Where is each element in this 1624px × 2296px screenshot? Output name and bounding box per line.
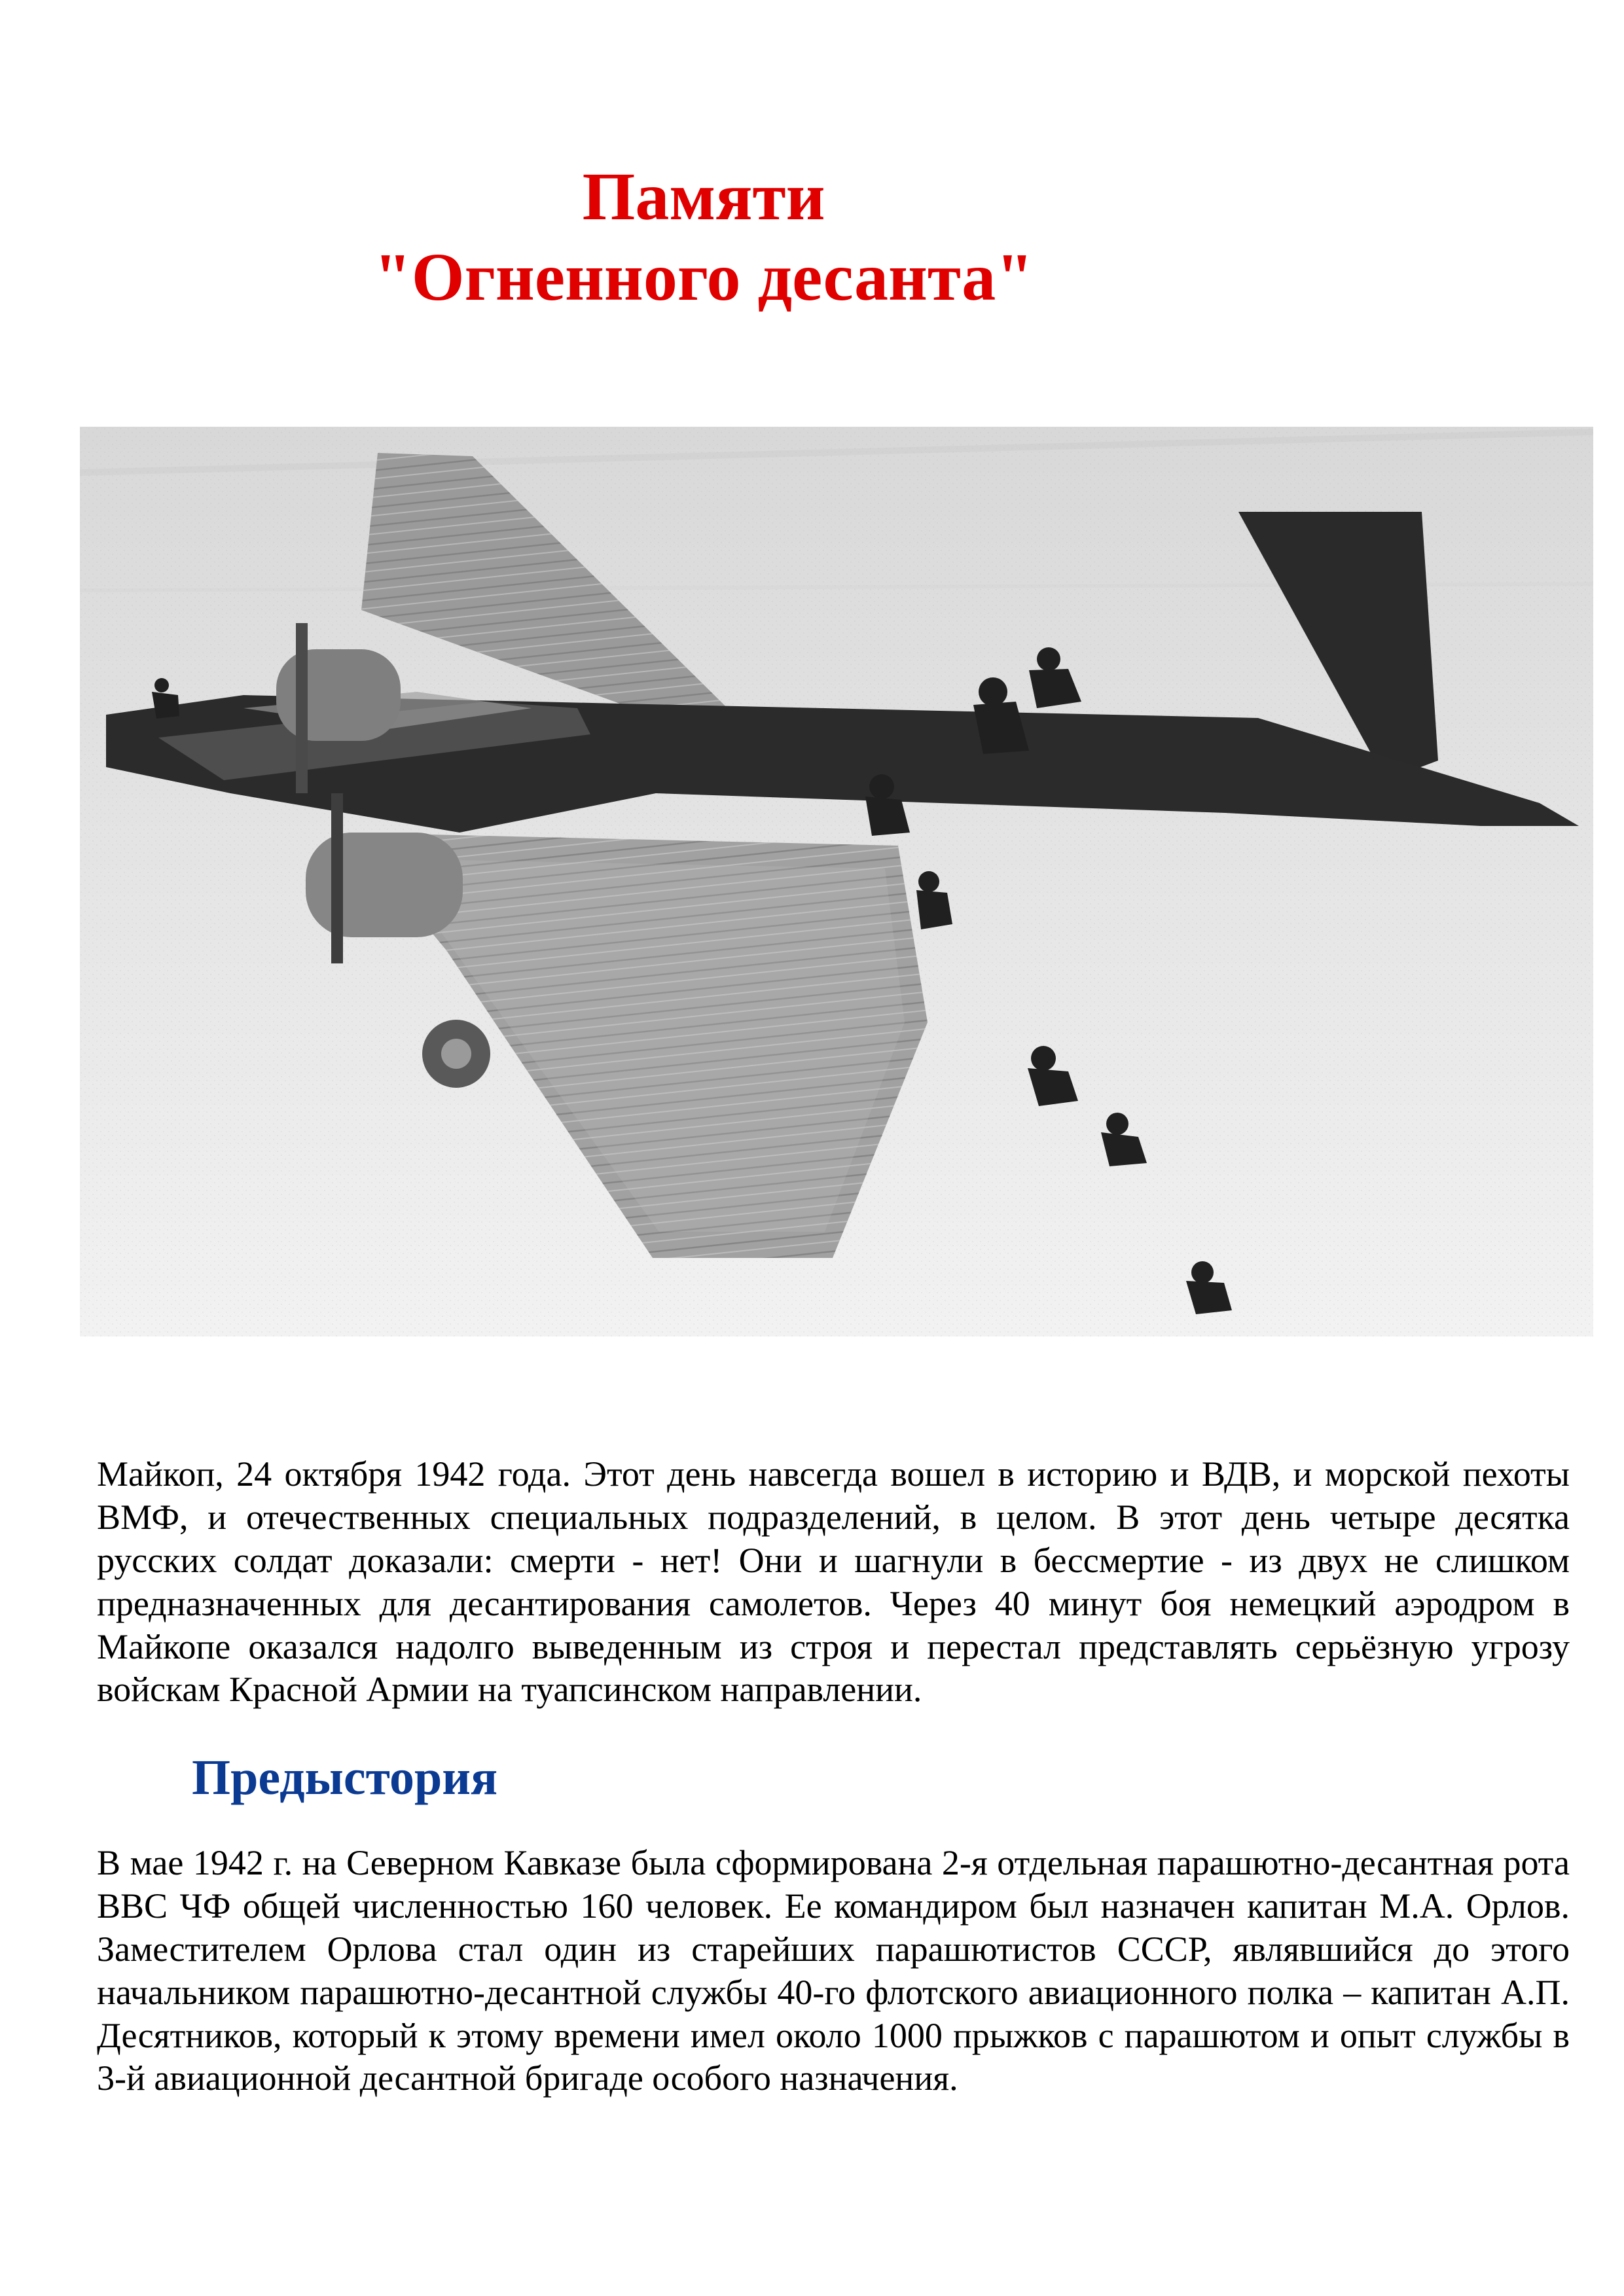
section-heading-prehistory: Предыстория — [192, 1750, 498, 1806]
paratroopers-aircraft-photo — [80, 427, 1593, 1336]
page-title — [0, 157, 1407, 317]
aircraft-image — [80, 427, 1593, 1336]
title-line-2: "Огненного десанта" — [374, 239, 1034, 315]
history-paragraph: В мае 1942 г. на Северном Кавказе была сформирована 2-я отдельная парашютно-десантная рота ВВС ЧФ общей численностью 160 человек. Ее командиром был назначен капитан М.А. Орлов. Заместителем Орлова стал один из старейших парашютистов СССР, являвшийся до этого начальником парашютно-десантной службы 40-го флотского авиационного полка – капитан А.П. Десятников, который к этому времени имел около 1000 прыжков с парашютом и опыт службы в 3-й авиационной десантной бригаде особого назначения. — [97, 1843, 1570, 2098]
intro-paragraph: Майкоп, 24 октября 1942 года. Этот день навсегда вошел в историю и ВДВ, и морской пехоты ВМФ, и отечественных специальных подразделений, в целом. В этот день четыре десятка русских солдат доказали: смерти - нет! Они и шагнули в бессмертие - из двух не слишком предназначенных для десантирования самолетов. Через 40 минут боя немецкий аэродром в Майкопе оказался надолго выведенным из строя и перестал представлять серьёзную угрозу войскам Красной Армии на туапсинском направлении. — [97, 1454, 1570, 1710]
title-line-1: Памяти — [582, 159, 825, 234]
